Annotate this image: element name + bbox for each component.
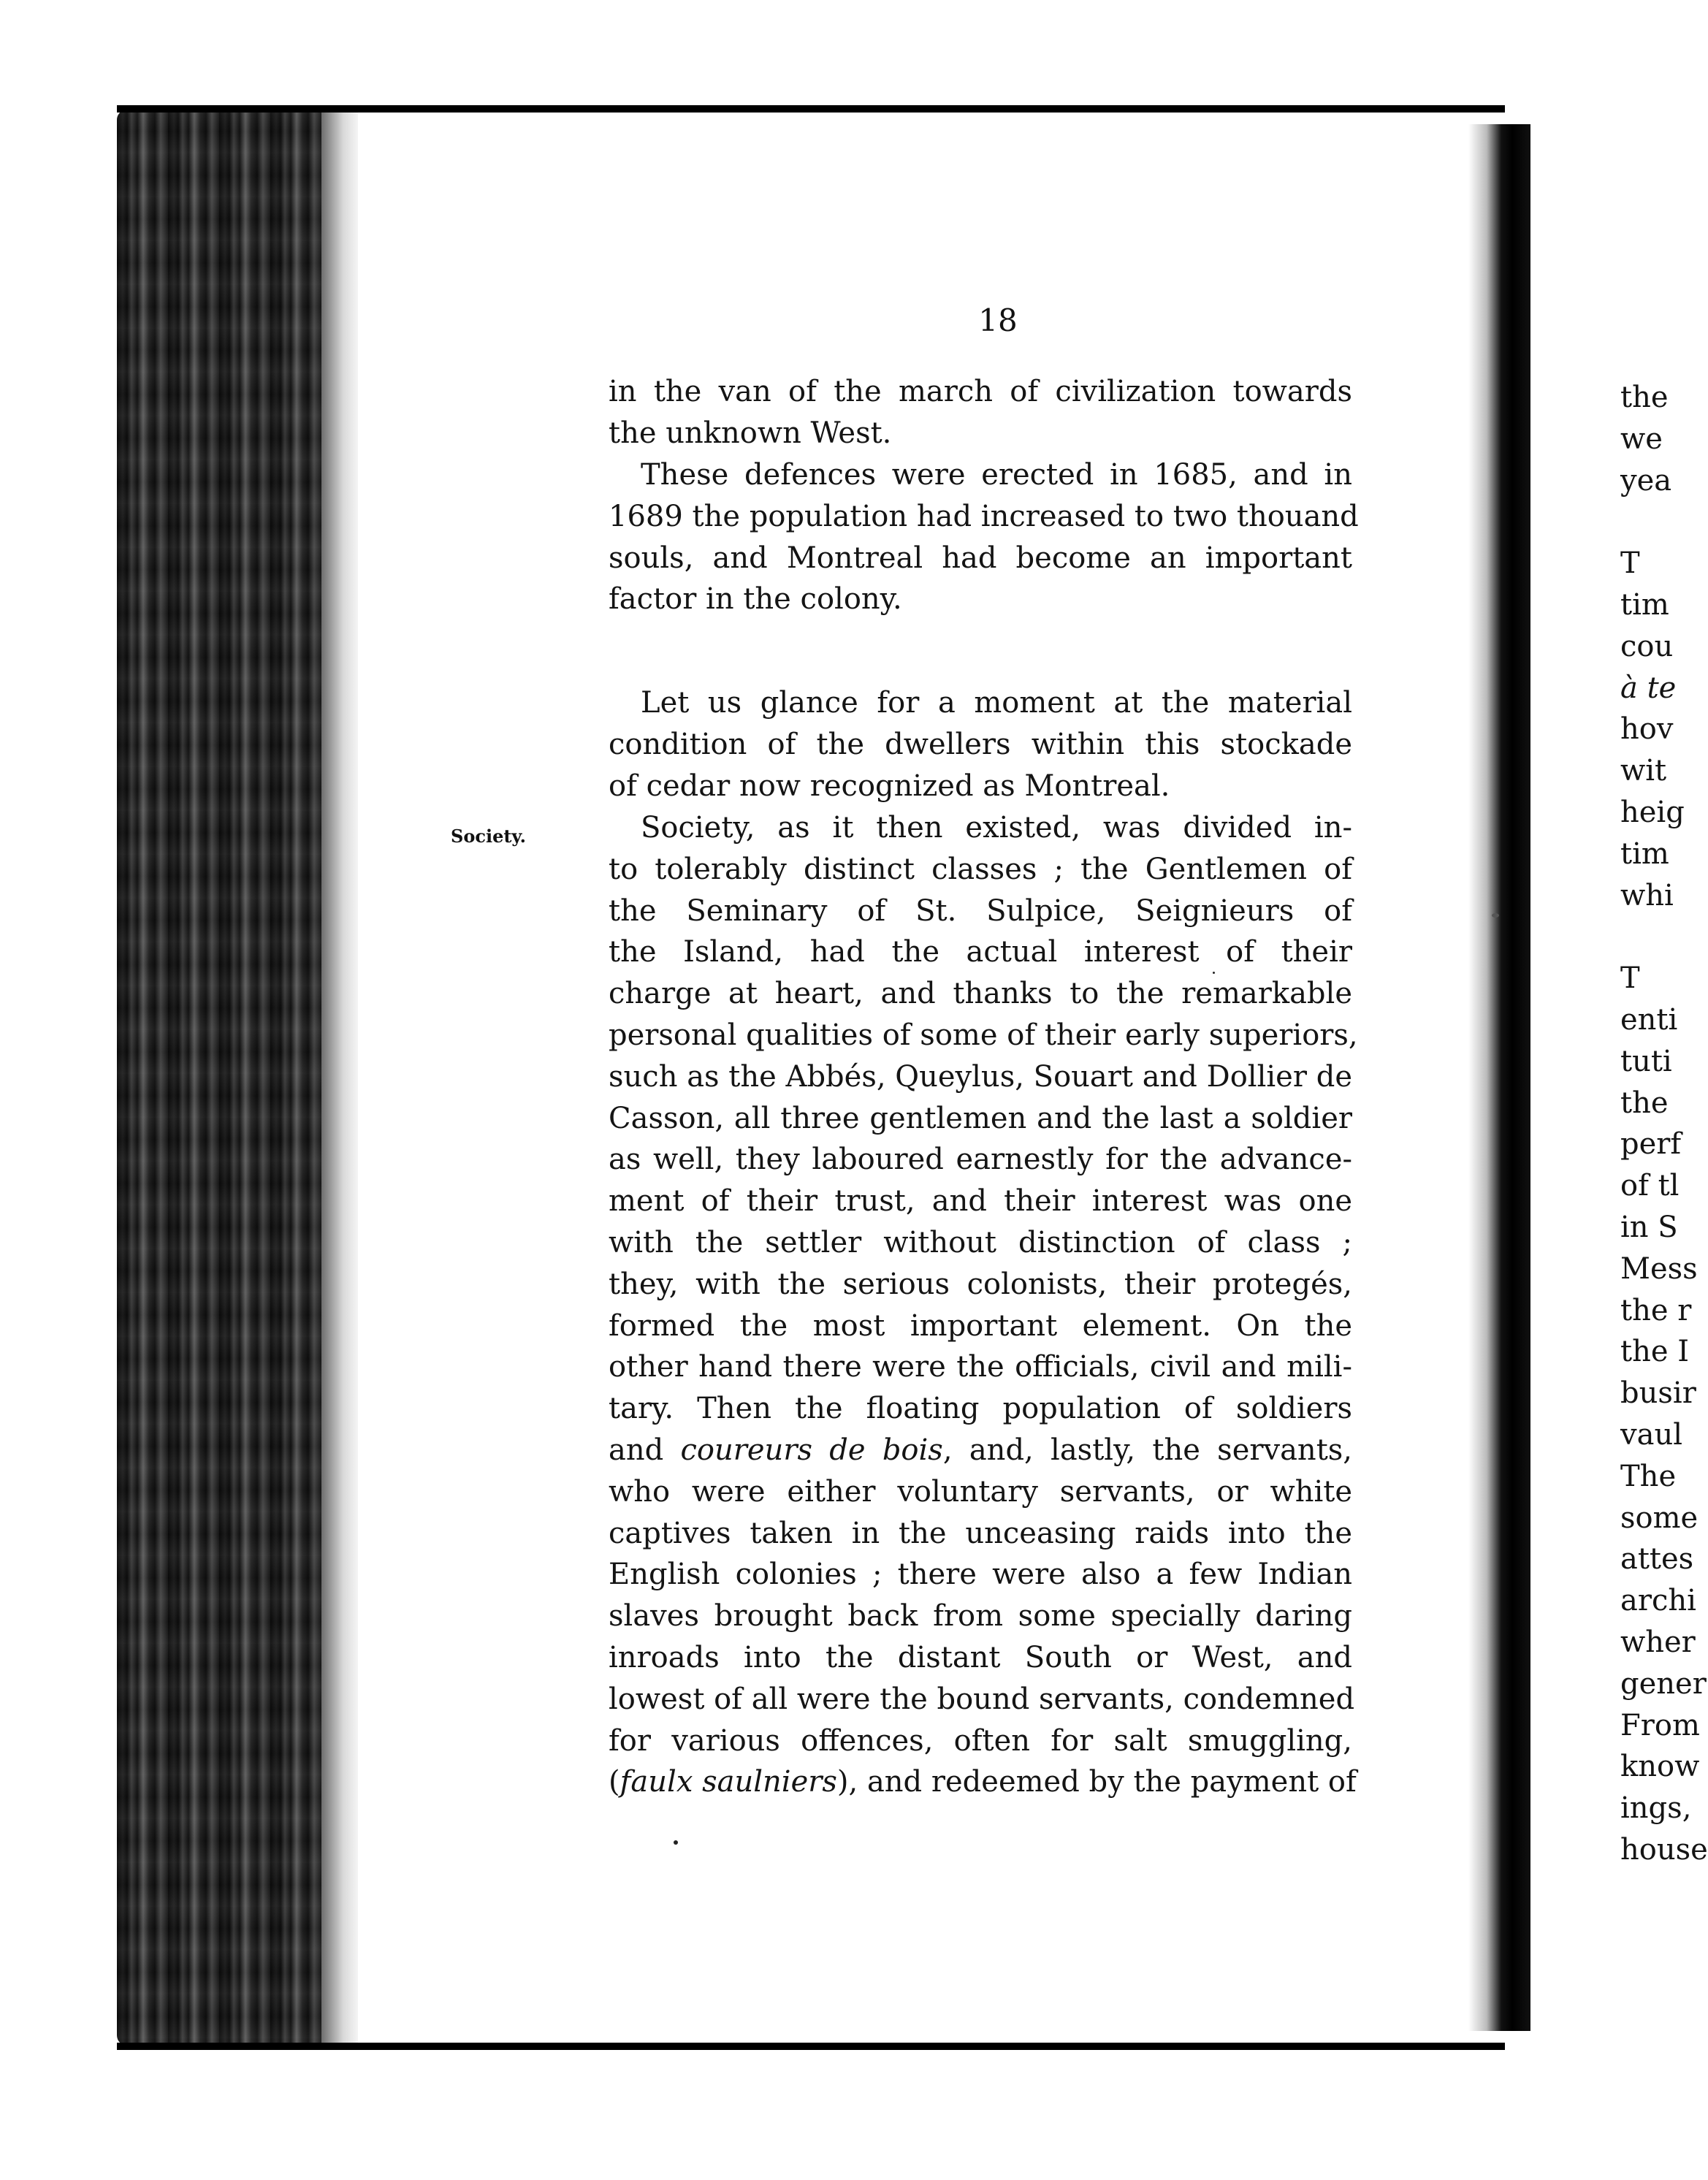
text-line: captives taken in the unceasing raids into the [609,1516,1352,1550]
text-line: lowest of all were the bound servants, condemned [609,1682,1355,1716]
text-line: with the settler without distinction of class ; [609,1225,1352,1259]
facing-page-fragment [1620,501,1708,543]
facing-page-fragment: whi [1620,878,1674,912]
text-line: such as the Abbés, Queylus, Souart and Dollier de [609,1059,1352,1094]
text-line: and coureurs de bois, and, lastly, the servants, [609,1433,1353,1467]
facing-page-fragment: the [1620,1086,1669,1120]
text-line: Let us glance for a moment at the material [641,686,1352,720]
text-line: formed the most important element. On the [609,1308,1352,1343]
facing-page-fragment: archi [1620,1584,1696,1618]
text-line: souls, and Montreal had become an important [609,541,1352,575]
facing-page-fragment: wit [1620,754,1667,788]
text-line: tary. Then the floating population of soldiers [609,1392,1352,1426]
top-border [117,105,1505,113]
facing-page-fragment: gener [1620,1666,1707,1701]
text-line: factor in the colony. [609,582,902,617]
facing-page-fragment: cou [1620,629,1674,663]
paragraph-defences [609,454,1359,620]
facing-page-fragment: in S [1620,1210,1678,1244]
facing-page-fragment: hov [1620,712,1674,747]
facing-page-fragment: From [1620,1708,1700,1742]
margin-note-society: Society. [451,826,526,847]
facing-page-fragment [1620,916,1708,958]
facing-page-fragment: Mess [1620,1251,1698,1286]
text-line: the Seminary of St. Sulpice, Seignieurs of [609,893,1352,928]
text-line: the Island, had the actual interest of their [609,935,1352,969]
facing-page-fragment: enti [1620,1002,1678,1037]
text-line: Casson, all three gentlemen and the last a soldier [609,1101,1352,1135]
text-line: slaves brought back from some specially daring [609,1599,1352,1634]
facing-page-fragment: wher [1620,1625,1696,1659]
facing-page-fragment: T [1620,546,1640,581]
facing-page-fragment: tuti [1620,1044,1672,1078]
text-line: other hand there were the officials, civil and mili- [609,1350,1352,1384]
facing-page-fragment: heig [1620,795,1685,829]
paragraph-society [609,807,1358,1803]
facing-page-fragment: à te [1620,671,1677,705]
paragraph-continuation [609,371,1352,454]
facing-page-text [1620,377,1708,1871]
text-line: of cedar now recognized as Montreal. [609,769,1170,803]
text-line: ment of their trust, and their interest was one [609,1184,1352,1219]
facing-page-fragment: of tl [1620,1169,1680,1203]
text-line: condition of the dwellers within this stockade [609,727,1352,761]
facing-page-fragment: busir [1620,1376,1696,1411]
bottom-border [117,2043,1505,2050]
text-line: as well, they laboured earnestly for the advance- [609,1143,1352,1177]
page-edge-shadow [321,110,358,2046]
facing-page-fragment: the I [1620,1335,1690,1369]
facing-page-fragment: know [1620,1750,1700,1784]
text-line: inroads into the distant South or West, and [609,1640,1352,1674]
text-line: charge at heart, and thanks to the remarkable [609,977,1352,1011]
facing-page-fragment: the [1620,381,1669,414]
facing-page-fragment: T [1620,961,1640,996]
facing-page-fragment: ings, [1620,1791,1692,1826]
ink-speck [1213,972,1215,974]
facing-page-fragment: vaul [1620,1417,1682,1452]
page-number: 18 [978,302,1018,338]
facing-page-fragment: some [1620,1501,1699,1535]
paragraph-material-condition [609,682,1352,807]
ink-speck [1492,913,1499,918]
facing-page-fragment: house [1620,1832,1708,1867]
text-line: These defences were erected in 1685, and in [641,458,1352,492]
text-line: English colonies ; there were also a few Indian [609,1558,1352,1592]
text-line: the unknown West. [609,416,892,450]
facing-page-fragment: yea [1620,463,1672,498]
text-line: (faulx saulniers), and redeemed by the payment of [609,1765,1357,1799]
text-line: they, with the serious colonists, their protegés, [609,1267,1352,1301]
text-line: in the van of the march of civilization towards [609,375,1352,408]
text-line: for various offences, often for salt smuggling, [609,1723,1352,1758]
text-line: to tolerably distinct classes ; the Gentlemen of [609,852,1352,886]
text-line: who were either voluntary servants, or white [609,1474,1352,1509]
facing-page-fragment: the r [1620,1293,1692,1327]
text-line: Society, as it then existed, was divided in- [641,811,1352,845]
facing-page-fragment: tim [1620,587,1669,622]
facing-page-fragment: tim [1620,836,1669,871]
text-line: personal qualities of some of their early superiors, [609,1018,1358,1052]
ink-speck [674,1840,678,1845]
facing-page-fragment: we [1620,422,1663,456]
facing-page-fragment: attes [1620,1542,1694,1577]
text-line: 1689 the population had increased to two thouand [609,499,1359,533]
facing-page-fragment: The [1620,1459,1677,1493]
facing-page-fragment: perf [1620,1127,1682,1162]
